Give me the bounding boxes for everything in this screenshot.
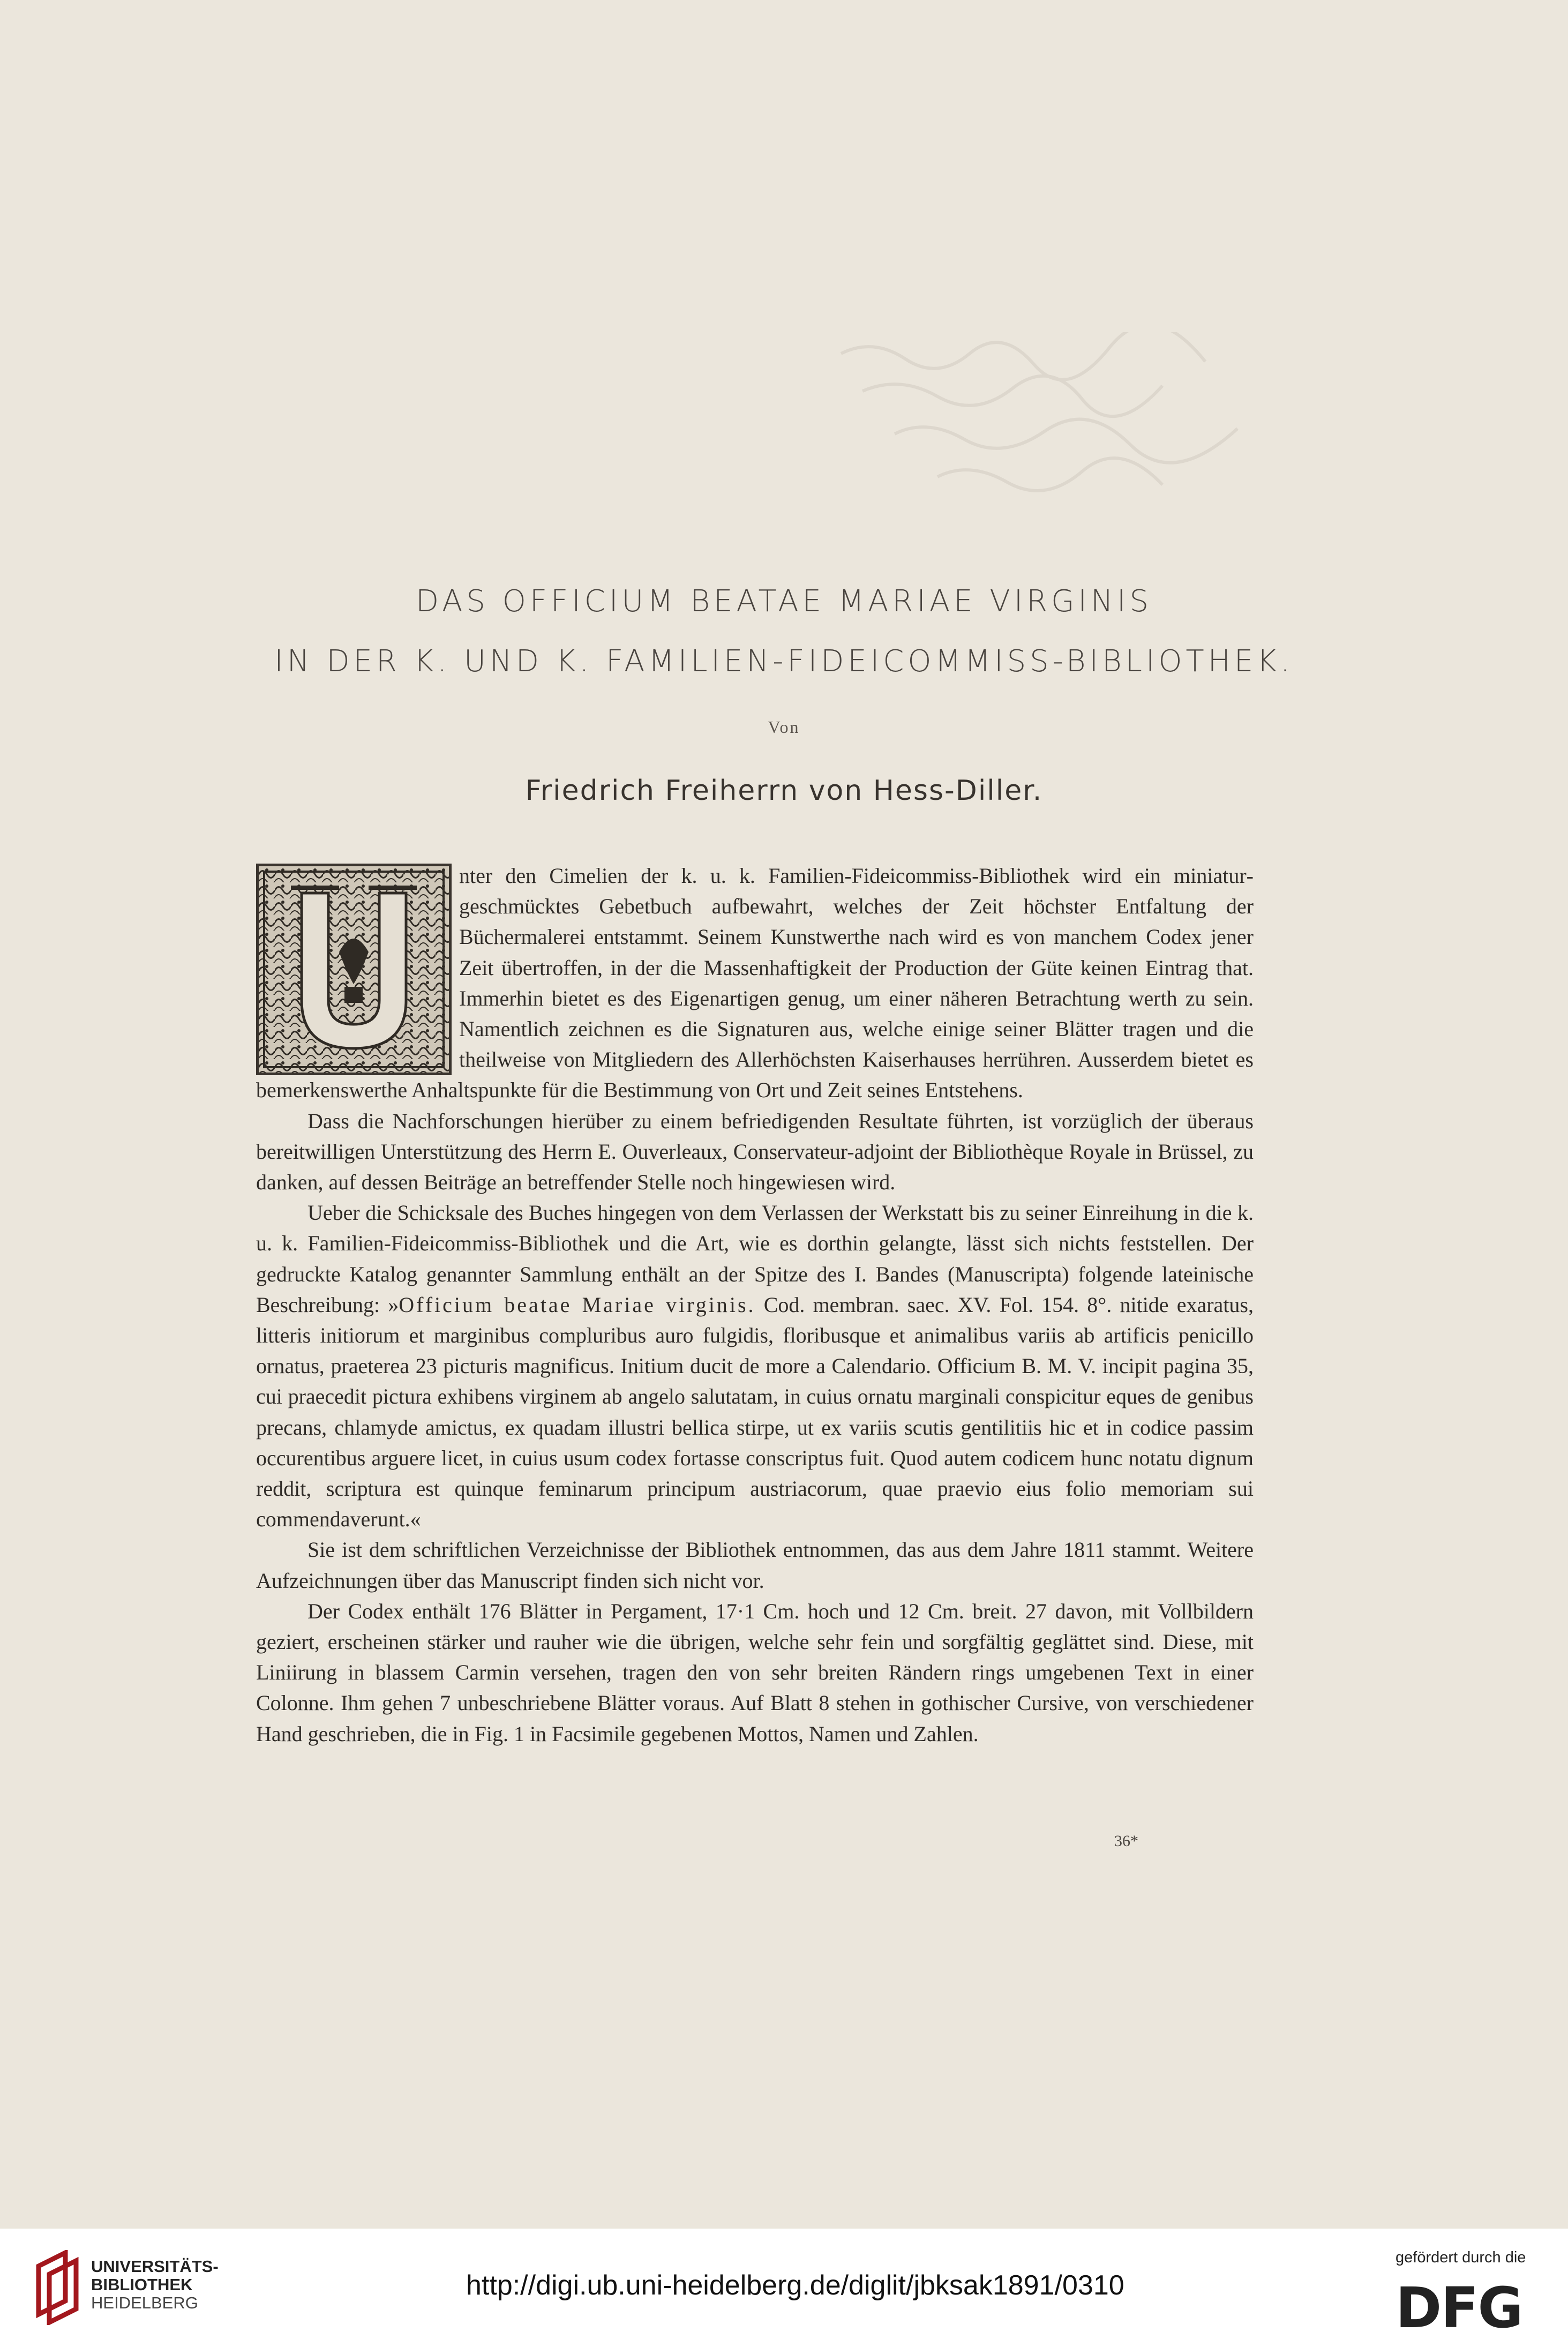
paragraph-5: Der Codex enthält 176 Blätter in Pergament, 17·1 Cm. hoch und 12 Cm. breit. 27 davon, mit Vollbildern geziert, erscheinen stärker und rauher wie die übrigen, welche sehr fein und sorgfältig geglättet sind. Diese, mit Liniirung in blassem Carmin versehen, tragen den von sehr breiten Rändern rings umgebenen Text in einer Colonne. Ihm gehen 7 unbeschriebene Blätter voraus. Auf Blatt 8 stehen in gothischer Cursive, von verschiedener Hand geschrieben, die in Fig. 1 in Facsimile gegebenen Mottos, Namen und Zahlen. bbox=[256, 1599, 1254, 1746]
article-title-line-1: DAS OFFICIUM BEATAE MARIAE VIRGINIS bbox=[415, 584, 1153, 619]
paragraph-1-text: nter den Cimelien der k. u. k. Familien-Fideicommiss-Bibliothek wird ein miniaturgeschmücktes Gebetbuch aufbewahrt, welches der Zeit höchster Entfaltung der Büchermalerei entstammt. Seinem Kunstwerthe nach wird es von manchem Codex jener Zeit übertroffen, in der die Massenhaftigkeit der Production der Güte keinen Eintrag that. Immerhin bietet es des Eigenartigen genug, um einer näheren Betrachtung werth zu sein. Namentlich zeichnen es die Signaturen aus, welche einige seiner Blätter tragen und die theilweise von Mitgliedern des Allerhöchsten Kaiserhauses herrühren. Ausserdem bietet es bemerkenswerthe Anhaltspunkte für die Bestimmung von Ort und Zeit seines Entstehens. bbox=[256, 864, 1254, 1103]
paragraph-3 bbox=[256, 1197, 1254, 1534]
paragraph-1 bbox=[256, 860, 1254, 1106]
initial-space bbox=[256, 860, 452, 1073]
library-name-line-2: BIBLIOTHEK bbox=[91, 2275, 193, 2294]
latin-title-spaced: Officium beatae Mariae virginis. bbox=[399, 1292, 756, 1317]
footer-bar bbox=[0, 2229, 1568, 2347]
page-number: 36* bbox=[1114, 1832, 1138, 1850]
paragraph-4: Sie ist dem schriftlichen Verzeichnisse der Bibliothek entnommen, das aus dem Jahre 1811 stammt. Weitere Aufzeichnungen über das Manuscript finden sich nicht vor. bbox=[256, 1538, 1254, 1593]
paragraph-2: Dass die Nachforschungen hierüber zu einem befriedigenden Resultate führten, ist vorzüglich der überaus bereitwilligen Unterstützung des Herrn E. Ouverleaux, Conservateur-adjoint der Bibliothèque Royale in Brüssel, zu danken, auf dessen Beiträge an betreffender Stelle noch hingewiesen wird. bbox=[256, 1108, 1254, 1195]
dfg-logo: DFG bbox=[1396, 2275, 1522, 2341]
library-name bbox=[91, 2258, 219, 2312]
body-text bbox=[256, 860, 1254, 1749]
paragraph-3-text-b: Cod. membran. saec. XV. Fol. 154. 8°. nitide exaratus, litteris initiorum et marginibus compluribus auro fulgidis, floribusque et animalibus variis ab artificis penicillo ornatus, praeterea 23 picturis magnificus. Initium ducit de more a Calendario. Officium B. M. V. incipit pagina 35, cui praecedit pictura exhibens virginem ab angelo salutatam, in cuius ornatu marginali conspicitur eques de genibus precans, chlamyde amictus, ex quadam illustri bellica stirpe, ut ex variis scutis gentilitiis hic et in codice passim occurentibus arguere licet, in cuius usum codex fortasse conscriptus fuit. Quod autem codicem hunc notatu dignum reddit, scriptura est quinque feminarum principum austriacorum, quae praevio eius folio memoriam sui commendaverunt.« bbox=[256, 1292, 1254, 1532]
permalink-url[interactable]: http://digi.ub.uni-heidelberg.de/diglit/jbksak1891/0310 bbox=[466, 2270, 1124, 2301]
library-name-line-3: HEIDELBERG bbox=[91, 2293, 198, 2312]
article-title-line-2: IN DER K. UND K. FAMILIEN-FIDEICOMMISS-BIBLIOTHEK. bbox=[274, 644, 1294, 679]
byline-von: Von bbox=[768, 717, 800, 737]
title-block bbox=[0, 584, 1568, 807]
show-through-handwriting bbox=[830, 332, 1259, 504]
author-name: Friedrich Freiherrn von Hess-Diller. bbox=[525, 775, 1043, 807]
ub-heidelberg-logo-icon bbox=[28, 2250, 87, 2325]
sponsor-label: gefördert durch die bbox=[1396, 2249, 1526, 2266]
paragraph-3-text-a: Ueber die Schicksale des Buches hingegen von dem Verlassen der Werkstatt bis zu seiner Einreihung in die k. u. k. Familien-Fideicommiss-Bibliothek und die Art, wie es dorthin gelangte, lässt sich nichts feststellen. Der gedruckte Katalog genannter Sammlung enthält an der Spitze des I. Bandes (Manuscripta) folgende lateinische Beschreibung: » bbox=[256, 1201, 1254, 1317]
library-name-line-1: UNIVERSITÄTS- bbox=[91, 2257, 219, 2276]
